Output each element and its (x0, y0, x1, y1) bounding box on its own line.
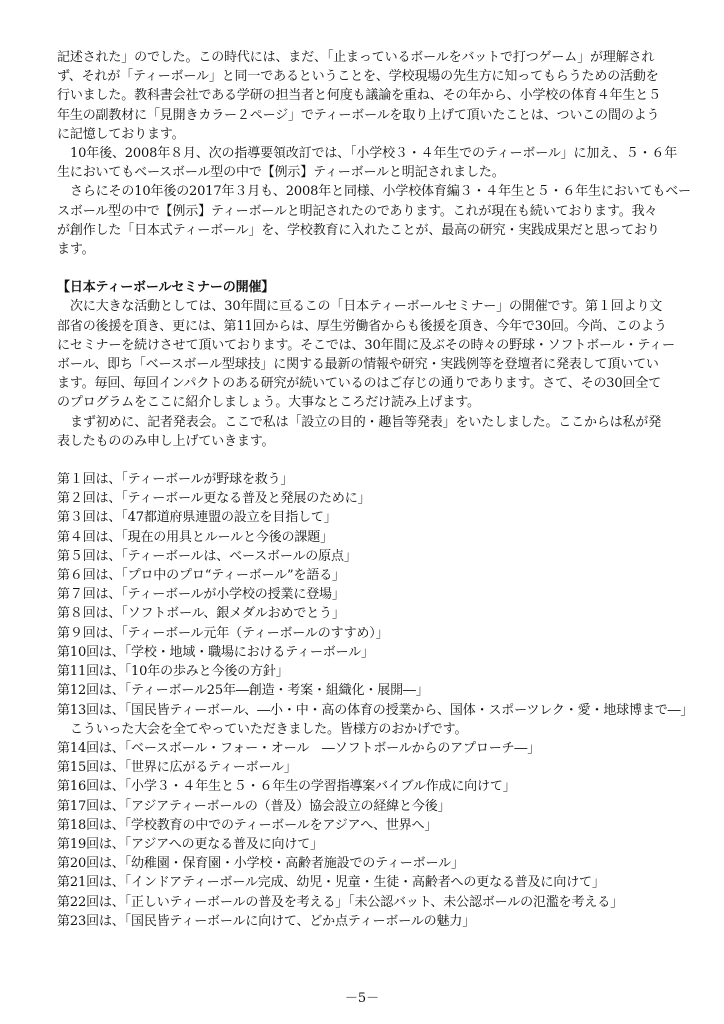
list-item: 第１回は、「ティーボールが野球を救う」 (57, 472, 294, 488)
list-item: 第５回は、「ティーボールは、ベースボールの原点」 (57, 548, 357, 564)
seminar-paragraph-2 (57, 413, 671, 451)
text-line: 10年後、2008年８月、次の指導要領改訂では、「小学校３・４年生でのティーボール」に加え、５・６年 (70, 146, 678, 162)
list-item: 第８回は、「ソフトボール、銀メダルおめでとう」 (57, 606, 345, 622)
intro-paragraph-3 (57, 182, 691, 259)
text-line: スボール型の中で【例示】ティーボールと明記されたのであります。これが現在も続いております。我々 (57, 203, 658, 219)
list-item: 第７回は、「ティーボールが小学校の授業に登場」 (57, 587, 345, 603)
list-item: 第23回は、「国民皆ティーボールに向けて、どか点ティーボールの魅力」 (57, 913, 476, 929)
list-item: 第16回は、「小学３・４年生と５・６年生の学習指導案バイブル作成に向けて」 (57, 779, 516, 795)
document-body (57, 48, 694, 931)
text-line: にセミナーを続けさせて頂いております。そこでは、30年間に及ぶその時々の野球・ソフトボール・ティー (57, 337, 675, 353)
list-item: 第４回は、「現在の用具とルールと今後の課題」 (57, 529, 333, 545)
text-line: 部省の後援を頂き、更には、第11回からは、厚生労働省からも後援を頂き、今年で30回。今尚、このよう (57, 318, 667, 334)
list-item: 第12回は、「ティーボール25年―創造・考案・組織化・展開―」 (57, 683, 429, 699)
text-line: ボール、即ち「ベースボール型球技」に関する最新の情報や研究・実践例等を登壇者に発表して頂いてい (57, 357, 659, 373)
text-line: まず初めに、記者発表会。ここで私は「設立の目的・趣旨等発表」をいたしました。ここからは私が発 (70, 414, 662, 430)
section-heading: 【日本ティーボールセミナーの開催】 (57, 280, 275, 296)
text-line: が創作した「日本式ティーボール」を、学校教育に入れたことが、最高の研究・実践成果だと思っており (57, 222, 660, 238)
intro-paragraph-2 (57, 144, 678, 182)
seminar-program-list (57, 470, 694, 931)
text-line: ます。毎回、毎回インパクトのある研究が続いているのはご存じの通りであります。さて、その30回全て (57, 376, 662, 392)
list-item: 第２回は、「ティーボール更なる普及と発展のために」 (57, 491, 371, 507)
list-item: 第13回は、「国民皆ティーボール、―小・中・高の体育の授業から、国体・スポーツレク・愛・地球博まで―」 (57, 702, 694, 718)
list-item: 第20回は、「幼稚園・保育園・小学校・高齢者施設でのティーボール」 (57, 856, 464, 872)
spacer (57, 259, 671, 278)
list-item: 第６回は、「プロ中のプロ“ティーボール”を語る」 (57, 568, 345, 584)
text-line: ます。 (57, 242, 95, 258)
list-item: 第11回は、「10年の歩みと今後の方針」 (57, 664, 289, 680)
spacer (57, 451, 671, 470)
text-line: 記述された」のでした。この時代には、まだ、「止まっているボールをバットで打つゲーム」が理解され (57, 50, 655, 65)
list-item: 第19回は、「アジアへの更なる普及に向けて」 (57, 836, 323, 852)
list-item: 第３回は、「47都道府県連盟の設立を目指して」 (57, 510, 337, 526)
page-number: －5－ (344, 991, 380, 1006)
text-line: に記憶しております。 (57, 126, 185, 142)
list-item: 第21回は、「インドアティーボール完成、幼児・児童・生徒・高齢者への更なる普及に向けて」 (57, 875, 605, 891)
text-line: 行いました。教科書会社である学研の担当者と何度も議論を重ね、その年から、小学校の体育４年生と５ (57, 88, 661, 104)
list-item: 第10回は、「学校・地域・職場におけるティーボール」 (57, 644, 374, 660)
text-line: ず、それが「ティーボール」と同一であるということを、学校現場の先生方に知ってもらうための活動を (57, 69, 659, 85)
text-line: 生においてもベースボール型の中で【例示】ティーボールと明記されました。 (57, 165, 505, 181)
text-line: 表したもののみ申し上げていきます。 (57, 433, 275, 449)
text-line: 次に大きな活動としては、30年間に亘るこの「日本ティーボールセミナー」の開催です。第１回より文 (70, 299, 663, 315)
list-item: 第15回は、「世界に広がるティーボール」 (57, 760, 297, 776)
text-line: さらにその10年後の2017年３月も、2008年と同様、小学校体育編３・４年生と５・６年生においてもベー (70, 184, 691, 200)
list-item: 第18回は、「学校教育の中でのティーボールをアジアへ、世界へ」 (57, 817, 438, 833)
text-line: 年生の副教材に「見開きカラー２ページ」でティーボールを取り上げて頂いたことは、ついこの間のよう (57, 107, 660, 123)
list-note: こういった大会を全てやっていただきました。皆様方のおかげです。 (70, 721, 468, 737)
intro-paragraph-1 (57, 48, 671, 144)
seminar-paragraph-1 (57, 297, 675, 412)
text-line: のプログラムをここに紹介しましょう。大事なところだけ読み上げます。 (57, 395, 480, 411)
list-item: 第９回は、「ティーボール元年（ティーボールのすすめ）」 (57, 625, 389, 641)
list-item: 第14回は、「ベースボール・フォー・オール ―ソフトボールからのアプローチ―」 (57, 740, 541, 756)
list-item: 第22回は、「正しいティーボールの普及を考える」「未公認バット、未公認ボールの氾濫を考える」 (57, 894, 623, 910)
list-item: 第17回は、「アジアティーボールの（普及）協会設立の経緯と今後」 (57, 798, 451, 814)
